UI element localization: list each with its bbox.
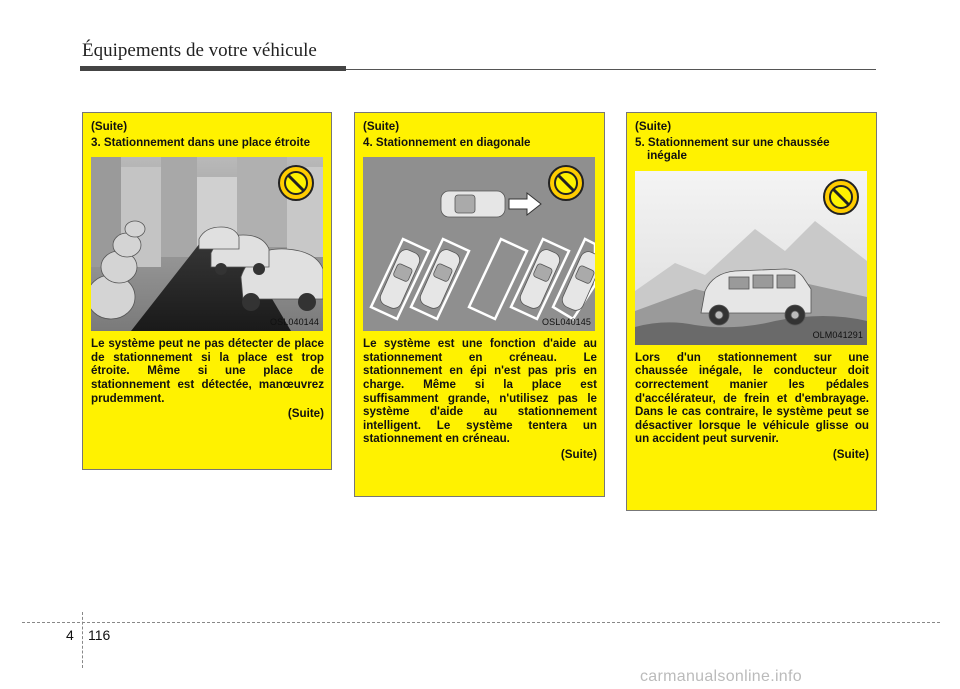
panel-body: Le système est une fonction d'aide au stationnement en créneau. Le stationnement en épi n'est pas pris en charge. Même si la place est suffisamment grande, n'utilisez pas le système d'aide au stationnement intelligent. Le système tentera un stationnement en créneau. [363, 337, 597, 446]
panel-suite-label: (Suite) [363, 120, 400, 133]
illustration-diagonal-parking [363, 157, 595, 331]
info-panel-uneven-road [626, 112, 877, 511]
prohibition-sign-icon [279, 166, 313, 200]
figure-code: OSL040144 [270, 316, 319, 327]
header-rule-thick [80, 66, 346, 71]
panel-heading: 5. Stationnement sur une chaussée inégale [635, 135, 830, 163]
page-number: 116 [88, 627, 111, 643]
panel-suite-end: (Suite) [287, 407, 324, 421]
prohibition-sign-icon [824, 180, 858, 214]
panel-heading: 3. Stationnement dans une place étroite [91, 135, 311, 149]
panel-body: Lors d'un stationnement sur une chaussée inégale, le conducteur doit correctement manier les pédales d'accélérateur, de frein et d'embrayage. Dans le cas contraire, le système peut se désactiver lorsque le véhicule glisse ou un accident peut survenir. [635, 350, 869, 446]
watermark: carmanualsonline.info [640, 668, 802, 685]
info-panel-narrow-space [82, 112, 332, 470]
figure-code: OLM041291 [812, 330, 863, 341]
footer-divider [82, 612, 83, 668]
info-panel-diagonal-parking [354, 112, 605, 497]
prohibition-sign-icon [549, 166, 583, 200]
panel-body: Le système peut ne pas détecter de place de stationnement si la place est trop étroite. Même si une place de stationnement est détectée, manœuvrez prudemment. [91, 337, 324, 405]
moving-car [441, 191, 505, 217]
illustration-uneven-road [635, 171, 867, 345]
figure-code: OSL040145 [542, 316, 591, 327]
panel-heading: 4. Stationnement en diagonale [363, 135, 531, 149]
footer-rule [22, 622, 940, 623]
illustration-narrow-parking [91, 157, 323, 331]
header-rule-thin [346, 69, 876, 70]
panel-suite-label: (Suite) [91, 120, 128, 133]
panel-suite-end: (Suite) [560, 447, 597, 461]
panel-suite-end: (Suite) [832, 447, 869, 461]
chapter-number: 4 [66, 627, 74, 643]
page-title: Équipements de votre véhicule [82, 40, 317, 61]
panel-suite-label: (Suite) [635, 120, 672, 133]
